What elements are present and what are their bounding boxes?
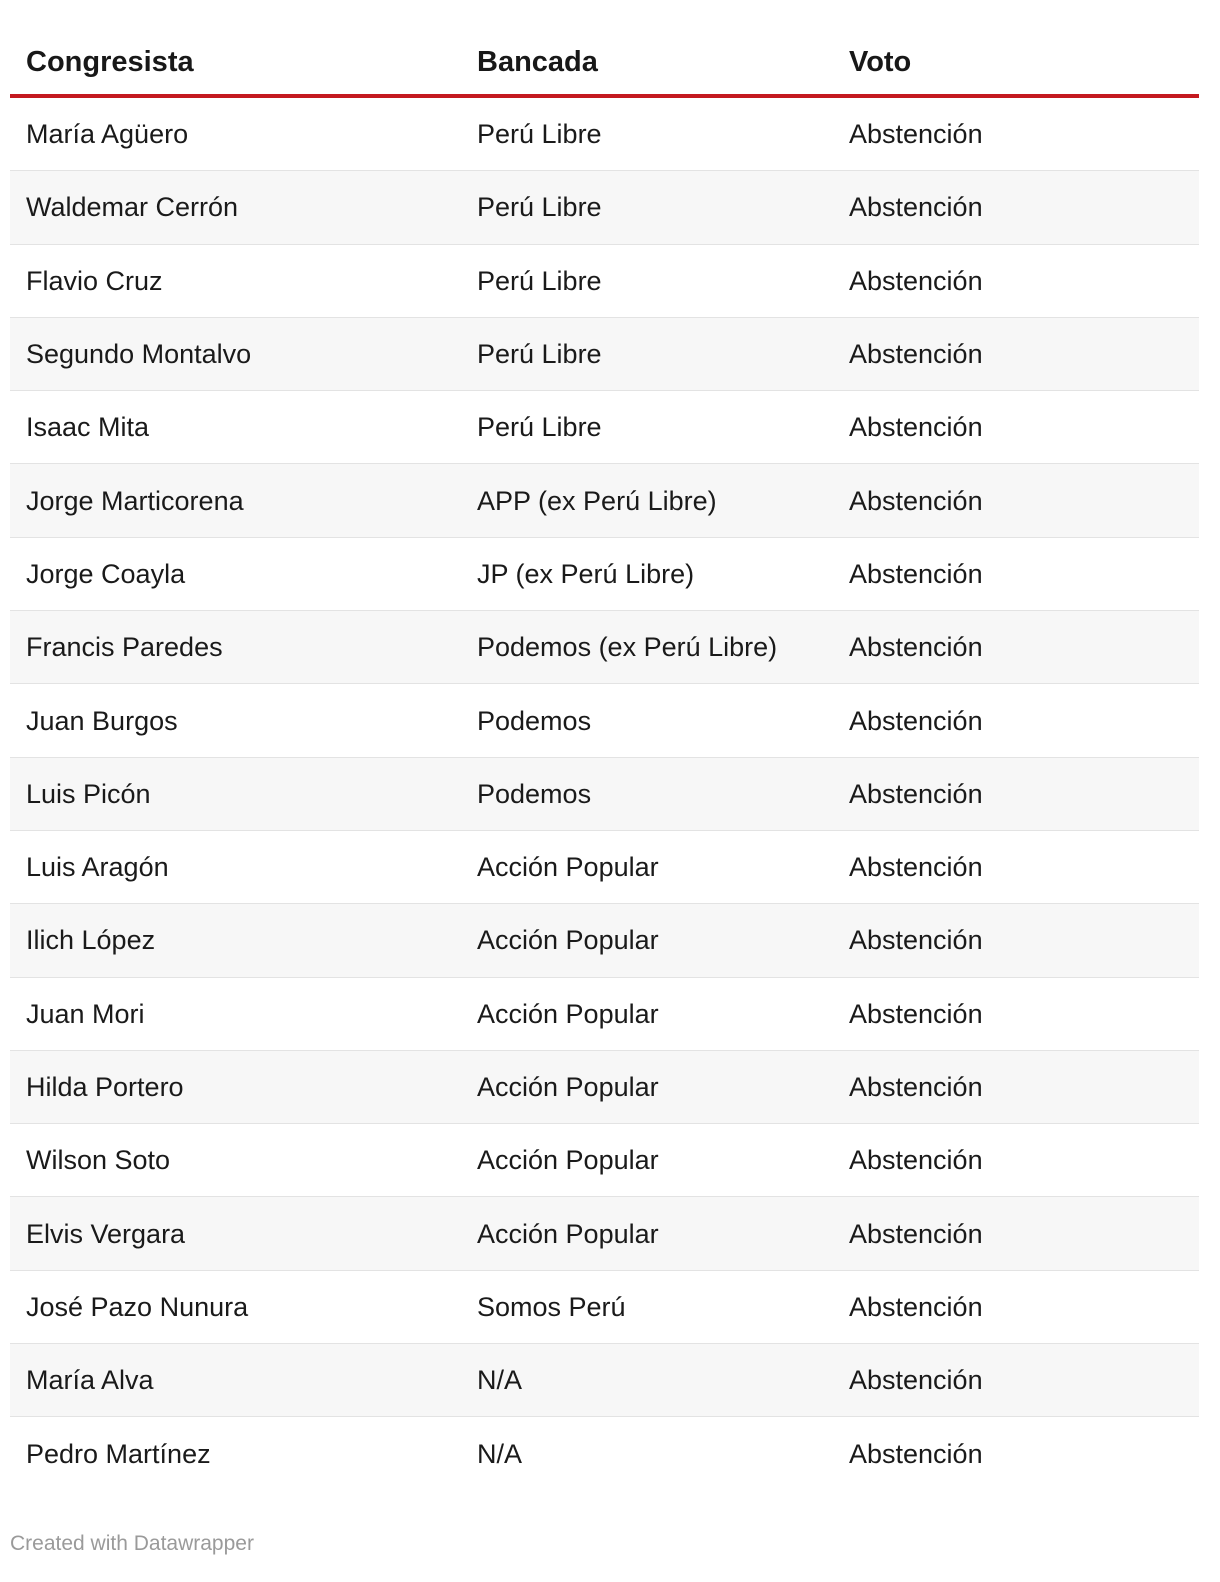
cell-voto: Abstención <box>849 119 983 150</box>
table-row <box>10 904 1199 977</box>
cell-congresista: Jorge Marticorena <box>26 485 244 516</box>
cell-voto: Abstención <box>849 265 983 296</box>
table-row <box>10 611 1199 684</box>
cell-congresista: Ilich López <box>26 925 156 956</box>
table-row <box>10 538 1199 611</box>
cell-bancada: Acción Popular <box>477 998 659 1029</box>
table-row <box>10 245 1199 318</box>
cell-congresista: María Alva <box>26 1365 154 1396</box>
table-row <box>10 171 1199 244</box>
cell-bancada: Perú Libre <box>477 119 602 150</box>
cell-congresista: Francis Paredes <box>26 632 223 663</box>
table-row <box>10 391 1199 464</box>
table-row <box>10 758 1199 831</box>
cell-congresista: Hilda Portero <box>26 1072 184 1102</box>
cell-congresista: Pedro Martínez <box>26 1438 211 1469</box>
cell-bancada: Perú Libre <box>477 339 602 370</box>
header-voto[interactable]: Voto <box>849 46 912 78</box>
cell-congresista: Luis Aragón <box>26 852 169 883</box>
cell-bancada: Perú Libre <box>477 412 602 443</box>
cell-congresista: José Pazo Nunura <box>26 1291 249 1322</box>
table-body <box>10 98 1199 1491</box>
table-row <box>10 1124 1199 1197</box>
table-row <box>10 1344 1199 1417</box>
cell-voto: Abstención <box>849 1072 983 1102</box>
cell-congresista: Elvis Vergara <box>26 1218 186 1249</box>
cell-bancada: Perú Libre <box>477 192 602 223</box>
header-bancada[interactable]: Bancada <box>477 46 598 78</box>
cell-voto: Abstención <box>849 852 983 883</box>
cell-voto: Abstención <box>849 1218 983 1249</box>
cell-voto: Abstención <box>849 485 983 516</box>
cell-bancada: N/A <box>477 1438 523 1469</box>
cell-congresista: Luis Picón <box>26 778 151 809</box>
cell-voto: Abstención <box>849 1291 983 1322</box>
cell-congresista: Wilson Soto <box>26 1145 171 1176</box>
cell-bancada: Acción Popular <box>477 1072 659 1102</box>
cell-congresista: Juan Burgos <box>26 705 178 736</box>
cell-congresista: Segundo Montalvo <box>26 339 252 370</box>
cell-bancada: Podemos (ex Perú Libre) <box>477 632 778 663</box>
table-row <box>10 831 1199 904</box>
table-header <box>10 0 1199 98</box>
cell-voto: Abstención <box>849 412 983 443</box>
table-row <box>10 464 1199 537</box>
cell-bancada: Somos Perú <box>477 1291 626 1322</box>
cell-voto: Abstención <box>849 705 983 736</box>
cell-congresista: Juan Mori <box>26 998 145 1029</box>
cell-bancada: Acción Popular <box>477 852 659 883</box>
cell-congresista: Jorge Coayla <box>26 558 186 589</box>
cell-congresista: Isaac Mita <box>26 412 150 443</box>
table-row <box>10 1271 1199 1344</box>
cell-bancada: Acción Popular <box>477 925 659 956</box>
cell-voto: Abstención <box>849 925 983 956</box>
cell-congresista: Flavio Cruz <box>26 265 163 296</box>
table-row <box>10 684 1199 757</box>
table-row <box>10 98 1199 171</box>
datawrapper-credit: Created with Datawrapper <box>10 1532 254 1555</box>
cell-congresista: María Agüero <box>26 119 189 150</box>
cell-voto: Abstención <box>849 1438 983 1469</box>
table-row <box>10 318 1199 391</box>
cell-voto: Abstención <box>849 558 983 589</box>
cell-voto: Abstención <box>849 632 983 663</box>
cell-bancada: Podemos <box>477 705 592 736</box>
cell-bancada: Podemos <box>477 778 592 809</box>
cell-voto: Abstención <box>849 1365 983 1396</box>
vote-table <box>10 0 1199 1491</box>
cell-bancada: Perú Libre <box>477 265 602 296</box>
cell-voto: Abstención <box>849 778 983 809</box>
cell-voto: Abstención <box>849 1145 983 1176</box>
cell-voto: Abstención <box>849 339 983 370</box>
cell-bancada: JP (ex Perú Libre) <box>477 558 695 589</box>
cell-bancada: N/A <box>477 1365 523 1396</box>
table-row <box>10 1051 1199 1124</box>
table-row <box>10 1417 1199 1490</box>
cell-bancada: APP (ex Perú Libre) <box>477 485 717 516</box>
header-congresista[interactable]: Congresista <box>26 46 194 78</box>
table-row <box>10 1197 1199 1270</box>
table-row <box>10 978 1199 1051</box>
cell-congresista: Waldemar Cerrón <box>26 192 239 223</box>
cell-voto: Abstención <box>849 998 983 1029</box>
cell-bancada: Acción Popular <box>477 1218 659 1249</box>
cell-bancada: Acción Popular <box>477 1145 659 1176</box>
cell-voto: Abstención <box>849 192 983 223</box>
